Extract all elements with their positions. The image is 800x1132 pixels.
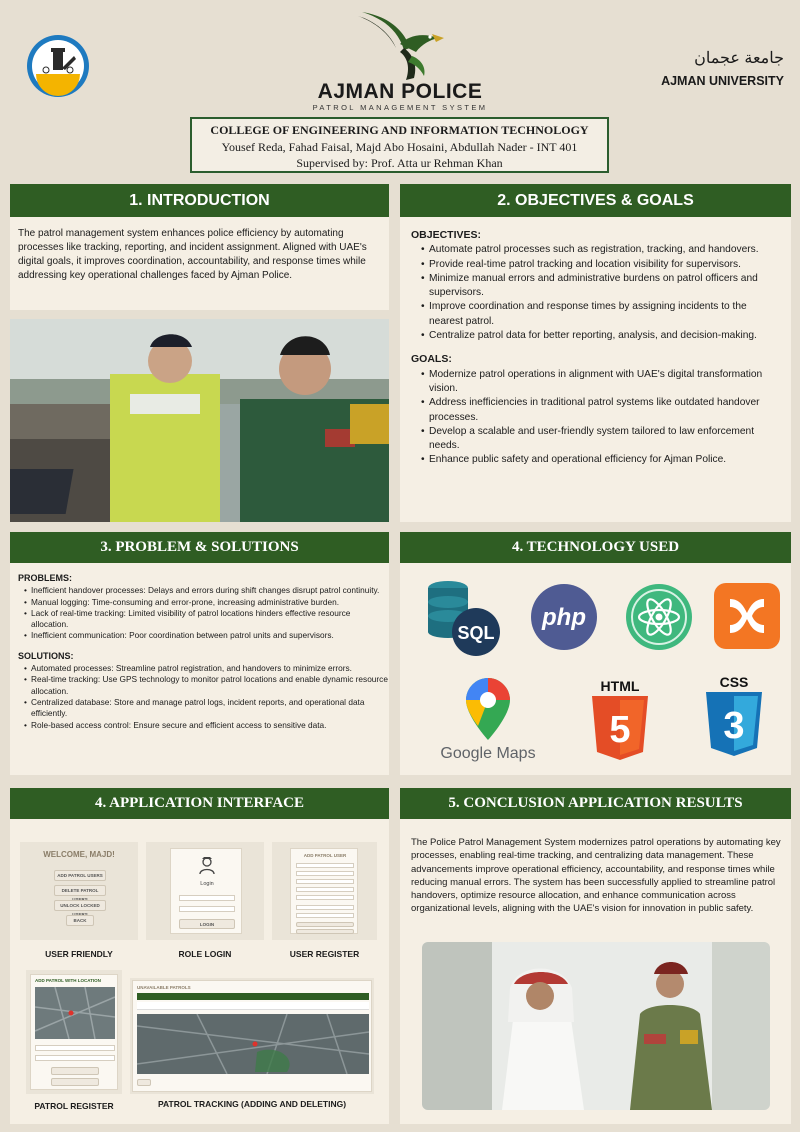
officers-photo xyxy=(10,319,389,522)
patrol-table-header xyxy=(137,993,369,1000)
username-field[interactable] xyxy=(179,895,235,901)
goals-heading: GOALS: xyxy=(411,353,452,366)
goal-item: • Enhance public safety and operational efficiency for Ajman Police. xyxy=(421,453,781,467)
brand-name: AJMAN POLICE xyxy=(317,80,483,103)
password-field[interactable] xyxy=(179,906,235,912)
css3-number: 3 xyxy=(723,705,745,747)
supervisor: Supervised by: Prof. Atta ur Rehman Khan xyxy=(296,156,503,170)
officers-photo-image xyxy=(10,319,389,522)
university-name-arabic: جامعة عجمان xyxy=(694,50,784,67)
solution-item: • Real-time tracking: Use GPS technology to monitor patrol locations and enable dynamic resource allocation. xyxy=(24,674,390,697)
objectives-content xyxy=(411,228,781,468)
atom-editor-icon xyxy=(625,583,693,651)
goal-item: • Develop a scalable and user-friendly system tailored to law enforcement needs. xyxy=(421,425,781,454)
problem-item: • Manual logging: Time-consuming and error-prone, increasing administrative burden. xyxy=(24,597,390,608)
css3-shield-icon xyxy=(706,692,762,756)
caption-user-friendly: USER FRIENDLY xyxy=(45,949,113,959)
add-patrol-button[interactable] xyxy=(51,1067,99,1075)
solution-item: • Automated processes: Streamline patrol registration, and handovers to minimize errors. xyxy=(24,663,390,674)
solution-item: • Role-based access control: Ensure secure and efficient access to sensitive data. xyxy=(24,720,390,731)
technology-title-bar: 4. TECHNOLOGY USED xyxy=(400,532,791,563)
screenshot-patrol-tracking xyxy=(130,978,374,1094)
conclusion-text: The Police Patrol Management System modernizes patrol operations by automating key processes, enabling real-time tracking, and centralizing data management. These advancements improve operational efficiency, accountability, and response times while reducing manual errors. The system has been successfully applied to streamline patrol handovers, optimize resource allocation, and enhance communication across organizational levels, aligning with the UAE's vision for innovation in public safety. xyxy=(411,837,781,915)
patrol-tracking-card xyxy=(132,980,372,1092)
goals-list xyxy=(411,368,781,468)
add-user-title: ADD PATROL USER xyxy=(303,853,347,858)
intro-title-bar: 1. INTRODUCTION xyxy=(10,184,389,217)
solutions-heading: SOLUTIONS: xyxy=(18,650,74,661)
problem-item: • Inefficient communication: Poor coordination between patrol units and supervisors. xyxy=(24,630,390,641)
google-maps-label: Google Maps xyxy=(440,745,536,762)
brand-subtitle: PATROL MANAGEMENT SYSTEM xyxy=(312,103,488,112)
conclusion-title-bar: 5. CONCLUSION APPLICATION RESULTS xyxy=(400,788,791,819)
login-title: Login xyxy=(200,881,214,887)
objective-item: • Automate patrol processes such as registration, tracking, and handovers. xyxy=(421,243,781,257)
password-register-field[interactable] xyxy=(296,887,354,892)
solutions-list xyxy=(18,663,390,731)
login-card xyxy=(170,848,242,934)
authors: Yousef Reda, Fahad Faisal, Majd Abo Hosaini, Abdullah Nader - INT 401 xyxy=(221,140,578,154)
username-register-field[interactable] xyxy=(296,879,354,884)
role-select[interactable] xyxy=(296,905,354,910)
objectives-list xyxy=(411,243,781,343)
first-name-field[interactable] xyxy=(296,863,354,868)
caption-user-register: USER REGISTER xyxy=(289,949,360,959)
html5-label: HTML xyxy=(600,678,640,694)
problems-content xyxy=(18,573,390,731)
patrol-register-map[interactable] xyxy=(35,987,115,1039)
objective-item: • Minimize manual errors and administrative burdens on patrol officers and supervisors. xyxy=(421,272,781,301)
patrol-register-card xyxy=(30,974,118,1090)
caption-patrol-register: PATROL REGISTER xyxy=(34,1101,114,1111)
add-patrol-location-title: ADD PATROL WITH LOCATION xyxy=(35,978,101,983)
college-name: COLLEGE OF ENGINEERING AND INFORMATION TECHNOLOGY xyxy=(210,123,589,137)
sql-label: SQL xyxy=(457,623,495,643)
objective-item: • Centralize patrol data for better reporting, analysis, and decision-making. xyxy=(421,329,781,343)
brand-block xyxy=(300,80,500,112)
unavailable-patrols-title: UNAVAILABLE PATROLS xyxy=(137,985,191,990)
problem-item: • Lack of real-time tracking: Limited visibility of patrol locations hinders effective resource allocation. xyxy=(24,608,390,631)
patrol-back-button[interactable] xyxy=(51,1078,99,1086)
university-seal-icon xyxy=(26,34,90,98)
officials-photo-image xyxy=(422,942,770,1110)
university-name-latin: AJMAN UNIVERSITY xyxy=(661,74,784,88)
caption-patrol-tracking: PATROL TRACKING (ADDING AND DELETING) xyxy=(157,1099,347,1109)
last-name-field[interactable] xyxy=(296,871,354,876)
poster-header xyxy=(0,0,800,178)
screenshot-patrol-register xyxy=(26,970,122,1094)
html5-shield-icon xyxy=(592,696,648,760)
html5-number: 5 xyxy=(609,709,631,751)
css3-label: CSS xyxy=(719,674,749,690)
caption-role-login: ROLE LOGIN xyxy=(178,949,232,959)
problems-heading: PROBLEMS: xyxy=(18,573,72,583)
sql-database-icon xyxy=(424,578,504,656)
google-maps-pin-icon xyxy=(466,678,510,740)
email-field[interactable] xyxy=(296,895,354,900)
intro-text: The patrol management system enhances police efficiency by automating processes like tracking, reporting, and incident assignment. Aligned with UAE's digital goals, it improves coordination, accountability, and response times while addressing key operational challenges faced by Ajman Police. xyxy=(18,228,367,281)
problem-item: • Inefficient handover processes: Delays and errors during shift changes disrupt patrol continuity. xyxy=(24,585,390,596)
delete-patrol-users-button[interactable]: DELETE PATROL xyxy=(54,885,106,896)
php-icon xyxy=(530,583,598,651)
objectives-title-bar: 2. OBJECTIVES & GOALS xyxy=(400,184,791,217)
back-button[interactable]: BACK xyxy=(66,915,94,926)
php-label: php xyxy=(542,604,586,631)
eagle-logo-icon xyxy=(352,8,448,86)
solution-item: • Centralized database: Store and manage patrol logs, incident reports, and operational data efficiently. xyxy=(24,697,390,720)
add-patrol-users-button[interactable]: ADD PATROL USERS xyxy=(54,870,106,881)
objectives-heading: OBJECTIVES: xyxy=(411,229,482,241)
ajman-university-logo xyxy=(644,48,784,88)
tracking-map-roads-image xyxy=(137,1014,369,1074)
objective-item: • Improve coordination and response times by assigning incidents to the nearest patrol. xyxy=(421,300,781,329)
screenshot-add-user xyxy=(272,842,377,940)
tracking-back-button[interactable] xyxy=(137,1079,151,1086)
welcome-title: WELCOME, MAJD! xyxy=(43,850,115,859)
problems-title-bar: 3. PROBLEM & SOLUTIONS xyxy=(10,532,389,563)
app-interface-title-bar: 4. APPLICATION INTERFACE xyxy=(10,788,389,819)
patrol-table-row xyxy=(137,1002,369,1010)
screenshot-welcome xyxy=(20,842,138,940)
college-info-box xyxy=(190,117,609,173)
screenshot-login xyxy=(146,842,264,940)
patrol-location-field[interactable] xyxy=(35,1045,115,1051)
goal-item: • Modernize patrol operations in alignment with UAE's digital transformation vision. xyxy=(421,368,781,397)
goal-item: • Address inefficiencies in traditional patrol systems like outdated handover processes. xyxy=(421,396,781,425)
unlock-locked-users-button[interactable]: UNLOCK LOCKED xyxy=(54,900,106,911)
add-user-card xyxy=(290,848,358,934)
login-button[interactable]: LOGIN xyxy=(179,919,235,929)
officials-photo xyxy=(422,942,770,1110)
map-roads-image xyxy=(35,987,115,1039)
patrol-id-field[interactable] xyxy=(35,1055,115,1061)
officer-avatar-icon xyxy=(197,855,217,875)
add-user-back-button[interactable] xyxy=(296,929,354,934)
patrol-tracking-map[interactable] xyxy=(137,1014,369,1074)
rank-select[interactable] xyxy=(296,913,354,918)
objective-item: • Provide real-time patrol tracking and location visibility for supervisors. xyxy=(421,258,781,272)
add-user-submit-button[interactable] xyxy=(296,922,354,927)
xampp-icon xyxy=(714,583,780,649)
problems-list xyxy=(18,585,390,641)
